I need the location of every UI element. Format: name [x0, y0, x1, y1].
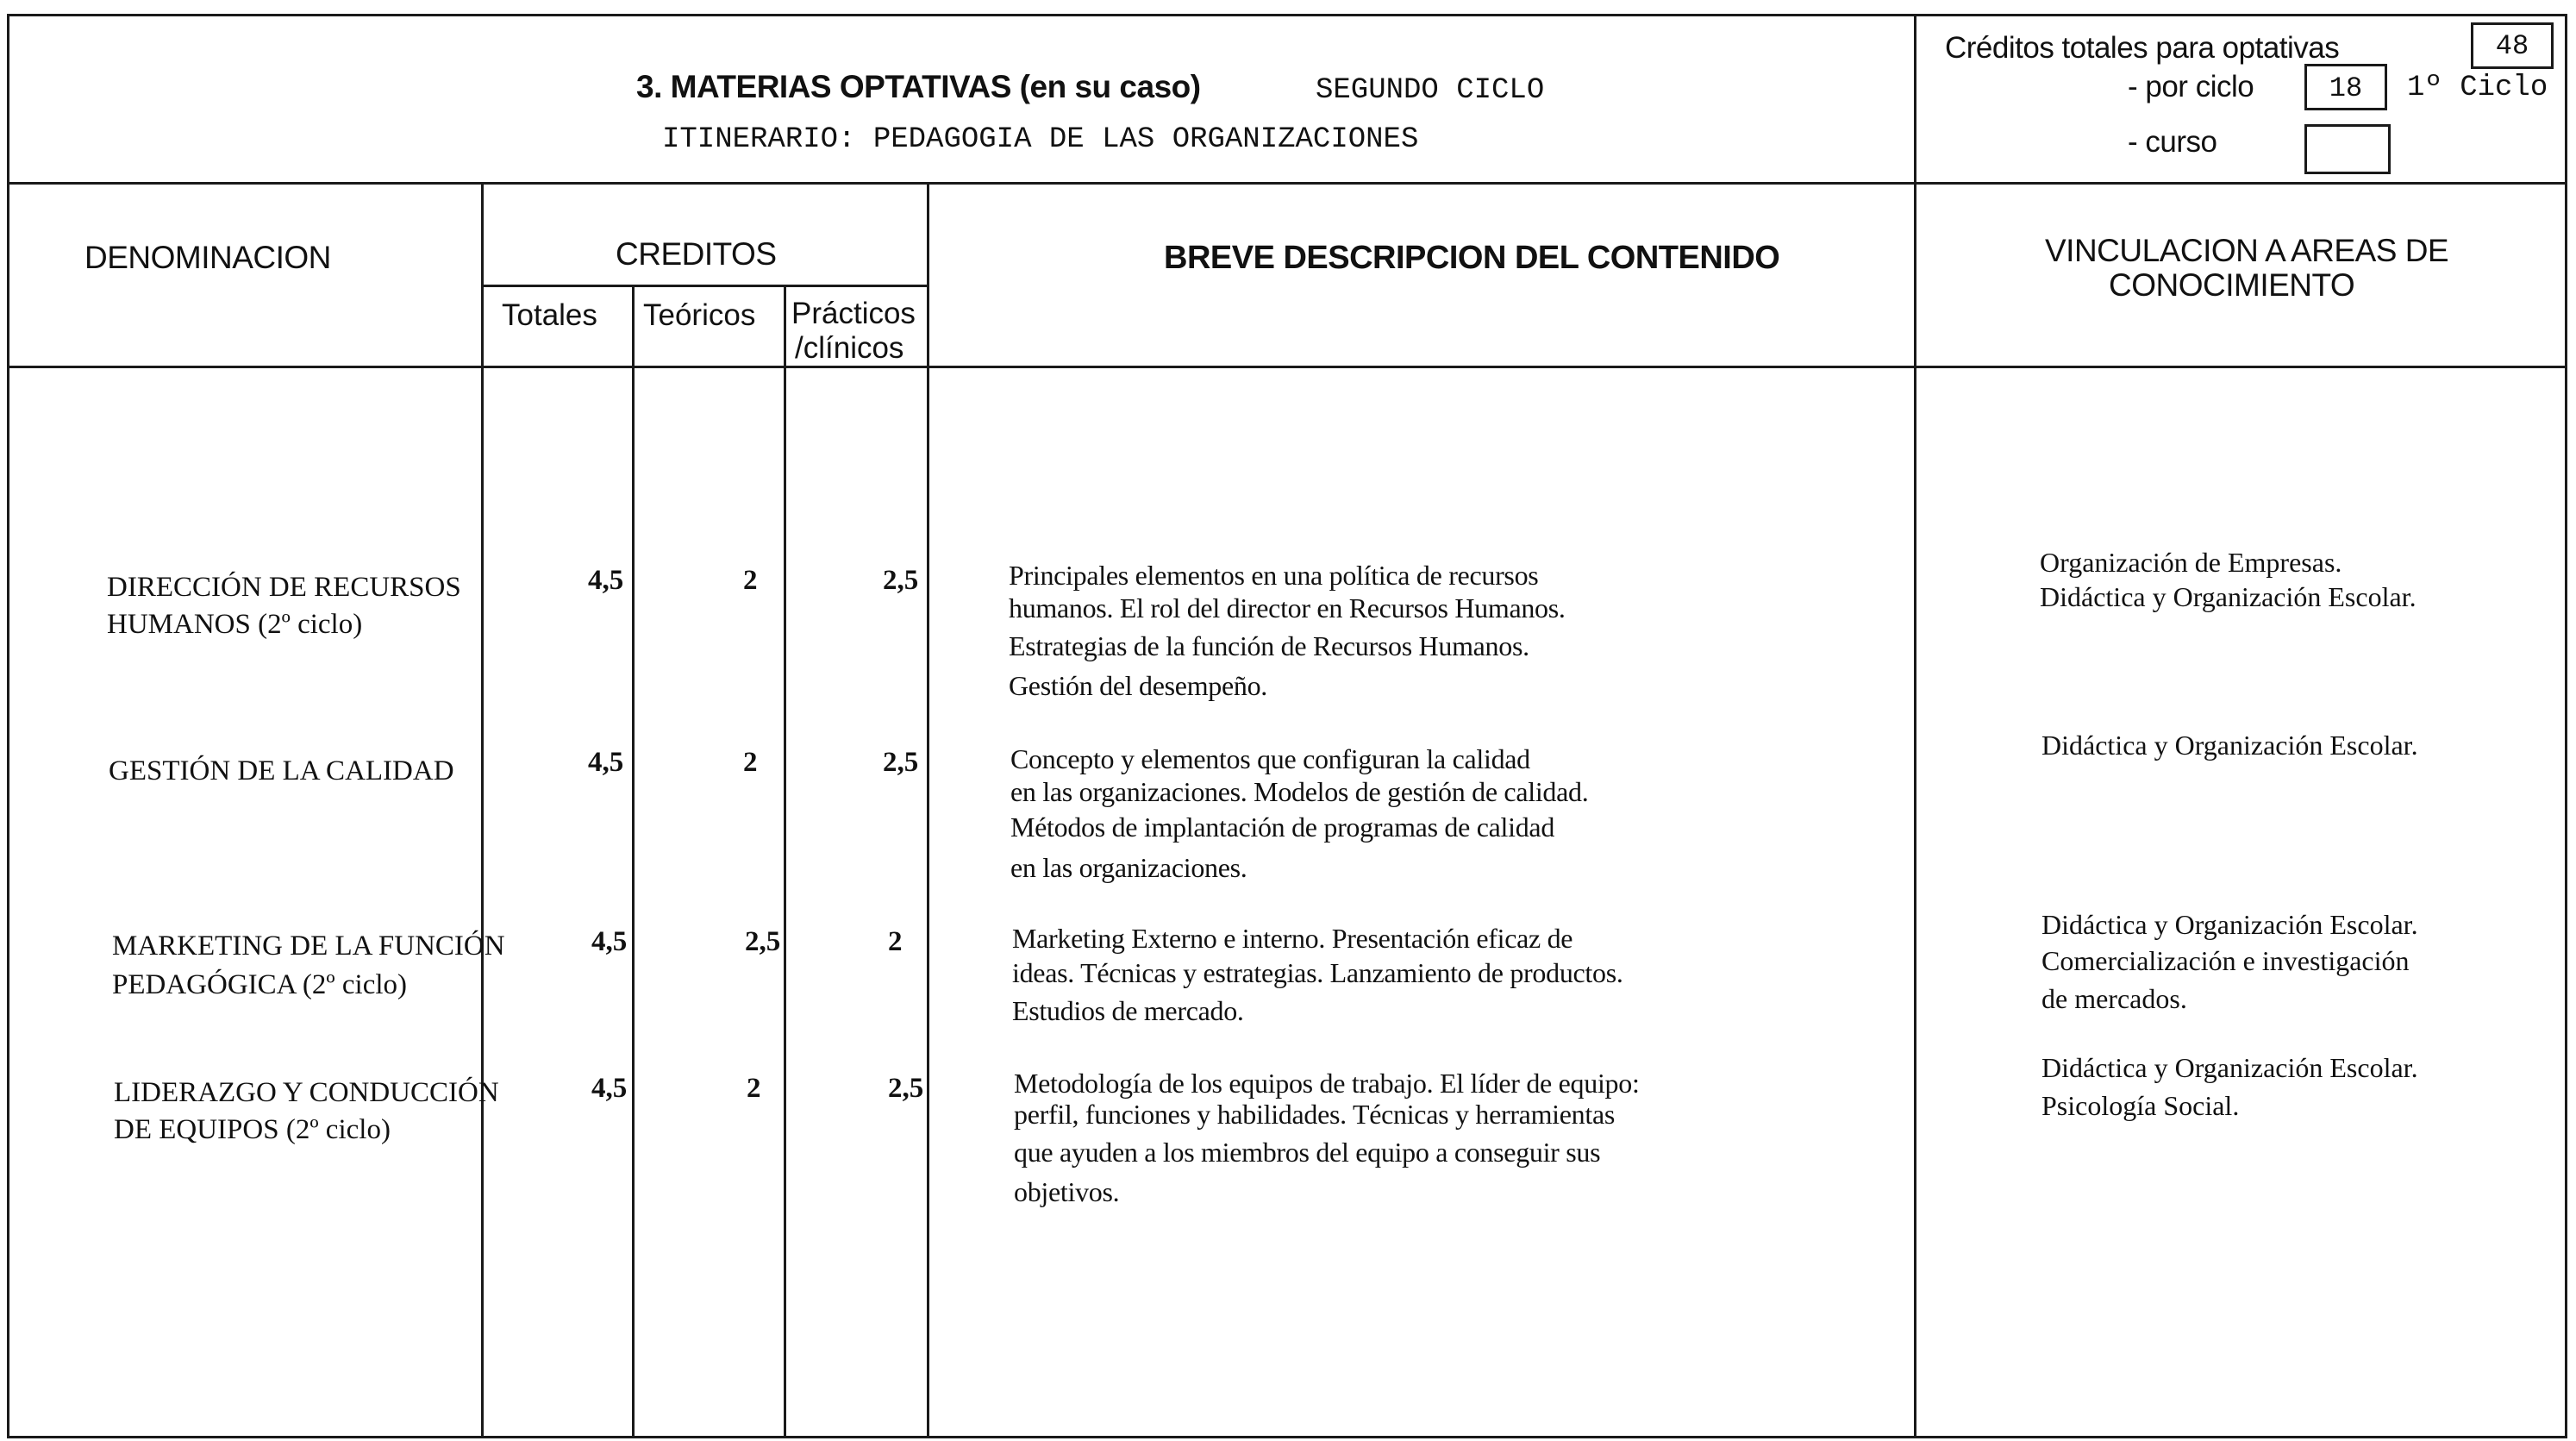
itinerary-label: ITINERARIO: PEDAGOGIA DE LAS ORGANIZACIONES	[662, 123, 1419, 156]
frame-bottom-line	[7, 1436, 2567, 1438]
credits-totales: 4,5	[588, 565, 624, 596]
subject-name: LIDERAZGO Y CONDUCCIÓN	[114, 1077, 499, 1108]
knowledge-area: Organización de Empresas.	[2040, 547, 2342, 578]
col-header-totales: Totales	[502, 298, 597, 332]
col-divider-teoricos	[784, 285, 786, 1438]
col-header-clinicos: /clínicos	[795, 331, 904, 365]
knowledge-area: Didáctica y Organización Escolar.	[2041, 909, 2418, 940]
col-header-vinculacion: VINCULACION A AREAS DE	[2045, 233, 2449, 268]
per-cycle-note: 1º Ciclo	[2407, 72, 2548, 104]
credits-practicos: 2,5	[888, 1073, 924, 1104]
col-divider-denominacion	[481, 182, 484, 1438]
credits-total-label: Créditos totales para optativas	[1945, 31, 2340, 65]
col-header-conocimiento: CONOCIMIENTO	[2109, 267, 2355, 303]
credits-teoricos: 2,5	[745, 926, 781, 957]
subject-description: perfil, funciones y habilidades. Técnicas y herramientas	[1014, 1099, 1616, 1130]
subject-description: Metodología de los equipos de trabajo. El líder de equipo:	[1014, 1068, 1640, 1099]
subject-name: GESTIÓN DE LA CALIDAD	[109, 755, 454, 786]
col-header-creditos: CREDITOS	[616, 236, 777, 272]
column-header-divider-line	[7, 366, 2567, 368]
subject-description: Concepto y elementos que configuran la calidad	[1010, 743, 1530, 774]
knowledge-area: Didáctica y Organización Escolar.	[2041, 730, 2418, 761]
header-divider-line	[7, 182, 2567, 185]
frame-left-line	[7, 14, 9, 1438]
knowledge-area: Didáctica y Organización Escolar.	[2040, 581, 2417, 612]
course-box	[2304, 124, 2391, 174]
col-header-practicos: Prácticos	[791, 297, 916, 330]
subject-description: Marketing Externo e interno. Presentación eficaz de	[1012, 923, 1573, 954]
credits-practicos: 2,5	[883, 565, 919, 596]
knowledge-area: de mercados.	[2041, 983, 2187, 1014]
frame-top-line	[7, 14, 2567, 16]
frame-right-line	[2565, 14, 2567, 1438]
credits-teoricos: 2	[743, 747, 758, 778]
col-divider-descripcion	[1914, 14, 1916, 1438]
knowledge-area: Didáctica y Organización Escolar.	[2041, 1052, 2418, 1083]
credits-teoricos: 2	[743, 565, 758, 596]
subject-description: que ayuden a los miembros del equipo a conseguir sus	[1014, 1137, 1601, 1168]
credits-practicos: 2	[888, 926, 903, 957]
per-cycle-value: 18	[2329, 72, 2363, 104]
knowledge-area: Psicología Social.	[2041, 1090, 2240, 1121]
credits-subheader-line	[481, 285, 929, 287]
subject-description: en las organizaciones. Modelos de gestión de calidad.	[1010, 776, 1589, 807]
subject-name: PEDAGÓGICA (2º ciclo)	[112, 969, 408, 1000]
section-title: 3. MATERIAS OPTATIVAS (en su caso)	[636, 69, 1201, 104]
subject-description: Estudios de mercado.	[1012, 995, 1244, 1026]
col-divider-practicos	[927, 182, 929, 1438]
cycle-label: SEGUNDO CICLO	[1316, 74, 1545, 107]
subject-name: DE EQUIPOS (2º ciclo)	[114, 1114, 391, 1145]
subject-name: DIRECCIÓN DE RECURSOS	[107, 572, 461, 603]
per-cycle-label: - por ciclo	[2128, 70, 2254, 103]
credits-total-box	[2471, 22, 2554, 69]
credits-total-value: 48	[2495, 30, 2529, 62]
subject-description: en las organizaciones.	[1010, 852, 1247, 883]
subject-name: HUMANOS (2º ciclo)	[107, 609, 363, 640]
col-header-denominacion: DENOMINACION	[84, 240, 331, 275]
subject-name: MARKETING DE LA FUNCIÓN	[112, 930, 505, 962]
credits-totales: 4,5	[588, 747, 624, 778]
course-label: - curso	[2128, 125, 2217, 159]
per-cycle-box	[2304, 64, 2387, 110]
subject-description: humanos. El rol del director en Recursos Humanos.	[1009, 592, 1566, 623]
credits-totales: 4,5	[591, 926, 628, 957]
subject-description: ideas. Técnicas y estrategias. Lanzamiento de productos.	[1012, 957, 1623, 988]
subject-description: objetivos.	[1014, 1176, 1120, 1207]
col-header-descripcion: BREVE DESCRIPCION DEL CONTENIDO	[1164, 240, 1780, 276]
subject-description: Estrategias de la función de Recursos Humanos.	[1009, 630, 1529, 661]
knowledge-area: Comercialización e investigación	[2041, 945, 2410, 976]
subject-description: Métodos de implantación de programas de calidad	[1010, 811, 1555, 843]
credits-totales: 4,5	[591, 1073, 628, 1104]
subject-description: Gestión del desempeño.	[1009, 670, 1267, 701]
credits-teoricos: 2	[747, 1073, 761, 1104]
subject-description: Principales elementos en una política de recursos	[1009, 560, 1539, 591]
col-header-teoricos: Teóricos	[643, 298, 756, 332]
col-divider-totales	[632, 285, 635, 1438]
credits-practicos: 2,5	[883, 747, 919, 778]
